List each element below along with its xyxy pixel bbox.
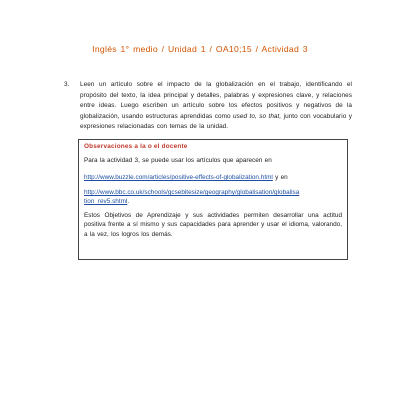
observations-title: Observaciones a la o el docente [84, 143, 188, 150]
teacher-observations-box [78, 139, 348, 260]
activity-text-after: junto con vocabulario y expresiones relacionadas con temas de la unidad. [80, 112, 352, 131]
observations-link1-line [84, 173, 342, 182]
activity-number: 3. [64, 81, 70, 88]
observations-closing: Estos Objetivos de Aprendizaje y sus actividades permiten desarrollar una actitud positiva frente a sí mismo y sus capacidades para aprender y usar el idioma, valorando, a la vez, los logros los demás. [84, 212, 342, 238]
activity-description [80, 80, 352, 133]
link2-suffix: . [127, 198, 130, 205]
observations-intro: Para la actividad 3, se puede usar los artículos que aparecen en [84, 157, 272, 164]
link-buzzle-article[interactable]: http://www.buzzle.com/articles/positive-effects-of-globalization.html [84, 174, 273, 181]
activity-text-before: Leen un artículo sobre el impacto de la globalización en el trabajo, identificando el propósito del texto, la idea principal y detalles, palabras y expresiones clave, y relaciones entre ideas. Luego escriben un artículo sobre los efectos positivos y negativos de la globalización, usando estructuras aprendidas como [80, 81, 352, 120]
link-bbc-article-cont[interactable]: tion_rev5.shtml [84, 198, 128, 205]
activity-text-emphasis: used to, so that, [233, 112, 282, 120]
observations-link2-line2 [84, 197, 342, 206]
link1-suffix: y en [272, 174, 288, 181]
link-bbc-article[interactable]: http://www.bbc.co.uk/schools/gcsebitesize/geography/globalisation/globalisa [84, 189, 300, 196]
page-header-breadcrumb: Inglés 1° medio / Unidad 1 / OA10;15 / Actividad 3 [92, 44, 308, 54]
observations-link2-line1 [84, 188, 342, 197]
